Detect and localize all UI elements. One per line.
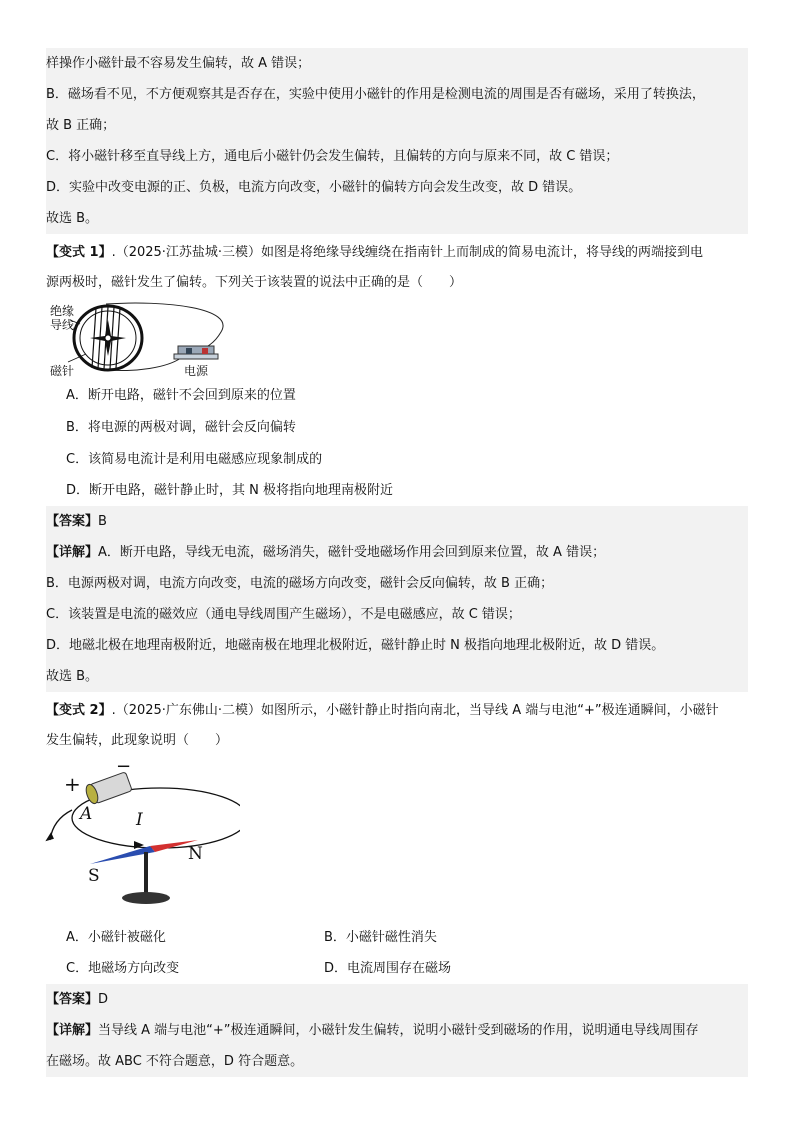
q1-answer-tag: 【答案】 xyxy=(46,514,99,529)
q2-answer xyxy=(46,984,748,1015)
q2-figure-oersted xyxy=(40,756,240,910)
q2-option-b: B．小磁针磁性消失 xyxy=(324,930,437,945)
q2-option-d: D．电流周围存在磁场 xyxy=(324,961,452,976)
q1-label-power: 电源 xyxy=(184,364,209,378)
q2-option-c: C．地磁场方向改变 xyxy=(66,961,180,976)
prev-line-4: C．将小磁针移至直导线上方，通电后小磁针仍会发生偏转，且偏转的方向与原来不同，故 C 错误； xyxy=(46,141,748,172)
q1-detail-text: A．断开电路，导线无电流，磁场消失，磁针受地磁场作用会回到原来位置，故 A 错误； xyxy=(98,545,606,560)
prev-line-5: D．实验中改变电源的正、负极，电流方向改变，小磁针的偏转方向会发生改变，故 D 错误。 xyxy=(46,172,748,203)
q2-stem-text: .（2025·广东佛山·二模）如图所示，小磁针静止时指向南北，当导线 A 端与电池“+”极连通瞬间，小磁针 xyxy=(111,703,719,718)
q1-option-a: A．断开电路，磁针不会回到原来的位置 xyxy=(66,388,296,403)
prev-line-1: 样操作小磁针最不容易发生偏转，故 A 错误； xyxy=(46,48,748,79)
q2-label-minus: − xyxy=(116,756,132,777)
q1-conclusion: 故选 B。 xyxy=(46,661,748,692)
q1-answer-value: B xyxy=(98,514,107,529)
q2-detail-tag: 【详解】 xyxy=(46,1023,99,1038)
q1-label-needle: 磁针 xyxy=(50,364,75,378)
q1-detail-line-1 xyxy=(46,537,748,568)
q1-detail-tag: 【详解】 xyxy=(46,545,99,560)
q1-figure-galvanometer xyxy=(46,298,236,378)
q1-answer xyxy=(46,506,748,537)
q2-answer-value: D xyxy=(98,992,109,1007)
q2-stem-line-1 xyxy=(46,695,748,726)
q1-detail-line-2: B．电源两极对调，电流方向改变，电流的磁场方向改变，磁针会反向偏转，故 B 正确； xyxy=(46,568,748,599)
q1-stem-line-1 xyxy=(46,237,748,268)
q1-option-d: D．断开电路，磁针静止时，其 N 极将指向地理南极附近 xyxy=(66,483,393,498)
q2-detail-line-1 xyxy=(46,1015,748,1046)
prev-line-2: B．磁场看不见，不方便观察其是否存在，实验中使用小磁针的作用是检测电流的周围是否有磁场，采用了转换法， xyxy=(46,79,748,110)
q1-stem-text: .（2025·江苏盐城·三模）如图是将绝缘导线缠绕在指南针上而制成的简易电流计，将导线的两端接到电 xyxy=(111,245,704,260)
q2-detail-line-2: 在磁场。故 ABC 不符合题意，D 符合题意。 xyxy=(46,1046,748,1077)
q2-option-a: A．小磁针被磁化 xyxy=(66,930,166,945)
q1-label-insulated-2: 导线 xyxy=(50,318,75,332)
q2-label-a: A xyxy=(80,804,93,824)
q2-label-plus: + xyxy=(64,772,81,796)
q1-option-b: B．将电源的两极对调，磁针会反向偏转 xyxy=(66,420,296,435)
prev-line-3: 故 B 正确； xyxy=(46,110,748,141)
q2-tag: 【变式 2】 xyxy=(46,703,112,718)
prev-conclusion: 故选 B。 xyxy=(46,203,748,234)
q1-detail-line-4: D．地磁北极在地理南极附近，地磁南极在地理北极附近，磁针静止时 N 极指向地理北极附近，故 D 错误。 xyxy=(46,630,748,661)
q2-label-i: I xyxy=(136,810,143,830)
q2-label-s: S xyxy=(88,866,100,886)
q2-label-n: N xyxy=(188,844,203,864)
q2-answer-tag: 【答案】 xyxy=(46,992,99,1007)
q1-tag: 【变式 1】 xyxy=(46,245,112,260)
q1-detail-line-3: C．该装置是电流的磁效应（通电导线周围产生磁场），不是电磁感应，故 C 错误； xyxy=(46,599,748,630)
q2-stem-line-2: 发生偏转，此现象说明（ ） xyxy=(46,733,229,748)
q1-option-c: C．该简易电流计是利用电磁感应现象制成的 xyxy=(66,452,323,467)
q1-stem-line-2: 源两极时，磁针发生了偏转。下列关于该装置的说法中正确的是（ ） xyxy=(46,275,463,290)
q1-label-insulated-1: 绝缘 xyxy=(50,304,75,318)
q2-detail-text: 当导线 A 端与电池“+”极连通瞬间，小磁针发生偏转，说明小磁针受到磁场的作用，说明通电导线周围存 xyxy=(98,1023,699,1038)
